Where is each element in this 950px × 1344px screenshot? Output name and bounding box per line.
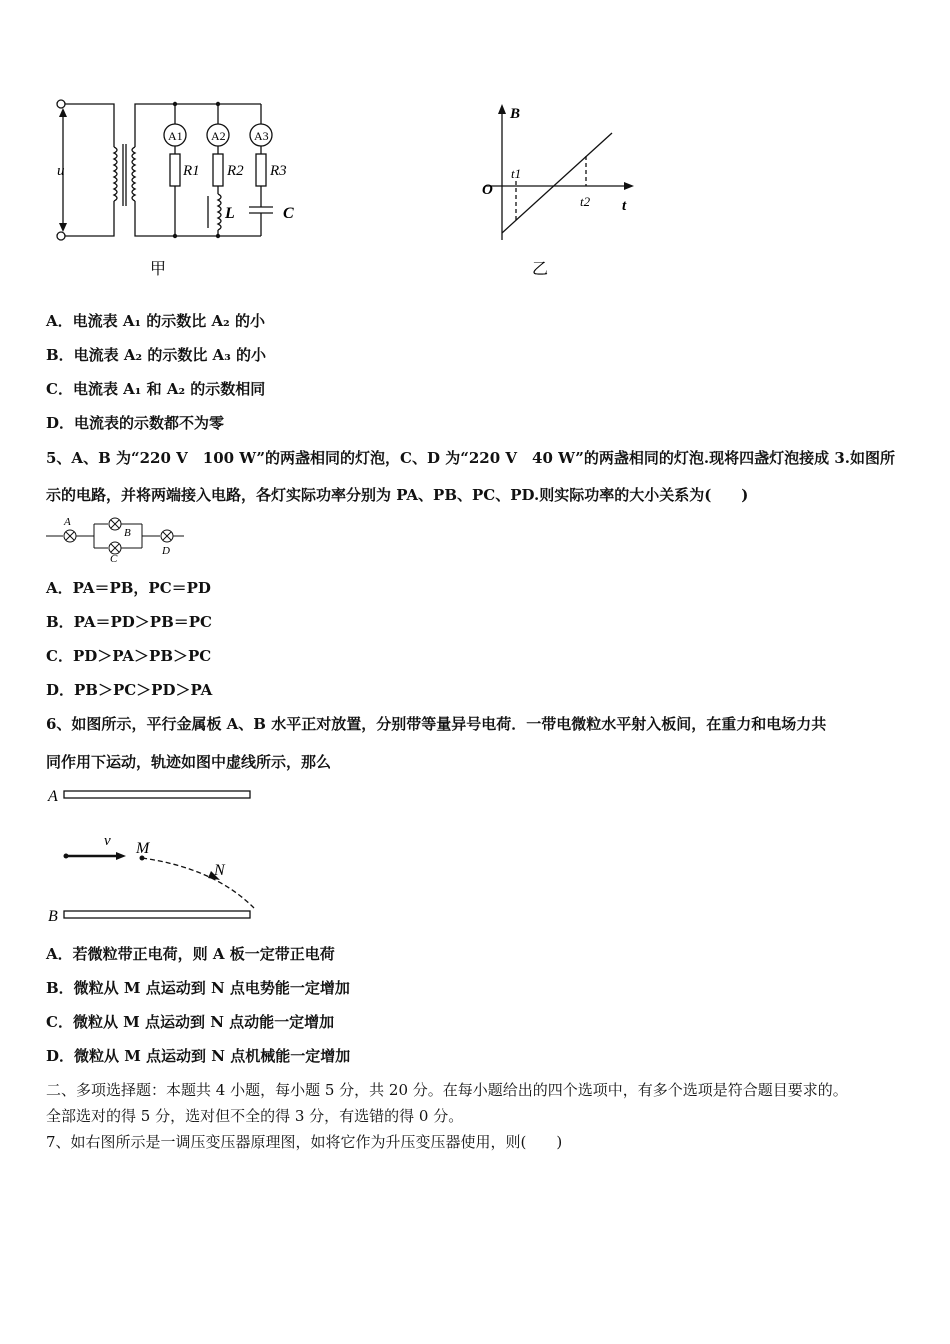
lamp-b-label: B [124, 527, 131, 539]
q5-option-b: B．PA＝PD＞PB＝PC [46, 613, 212, 631]
q6-option-d: D．微粒从 M 点运动到 N 点机械能一定增加 [46, 1047, 351, 1065]
q5-option-d: D．PB＞PC＞PD＞PA [46, 681, 213, 699]
q5-option-c: C．PD＞PA＞PB＞PC [46, 647, 212, 665]
bt-graph-figure [476, 100, 646, 282]
q4-option-c: C．电流表 A₁ 和 A₂ 的示数相同 [46, 380, 266, 398]
y-axis-label: B [510, 106, 521, 122]
q4-option-d: D．电流表的示数都不为零 [46, 414, 225, 432]
lamp-d-label: D [162, 545, 170, 557]
capacitor-label: C [283, 205, 294, 222]
ammeter-a1-label: A1 [168, 129, 183, 143]
q6-option-a: A．若微粒带正电荷，则 A 板一定带正电荷 [46, 945, 335, 963]
resistor-r2-label: R2 [227, 163, 244, 179]
q5-stem-line1: 5、A、B 为“220 V 100 W”的两盏相同的灯泡，C、D 为“220 V 40 W”的两盏相同的灯泡.现将四盏灯泡接成 3.如图所 [46, 449, 895, 467]
ammeter-a3-label: A3 [254, 129, 269, 143]
u-label: u [57, 163, 65, 179]
q7-stem: 7、如右图所示是一调压变压器原理图，如将它作为升压变压器使用，则( ) [46, 1133, 563, 1151]
point-m-label: M [136, 840, 150, 857]
inductor-label: L [225, 205, 235, 222]
q5-option-a: A．PA＝PB，PC＝PD [46, 579, 211, 597]
circuit-caption: 甲 [150, 261, 167, 278]
resistor-r1-label: R1 [183, 163, 200, 179]
point-n-label: N [214, 862, 225, 879]
section2-heading-line1: 二、多项选择题：本题共 4 小题，每小题 5 分，共 20 分。在每小题给出的四个选项中，有多个选项是符合题目要求的。 [46, 1081, 848, 1099]
q6-stem-line2: 同作用下运动，轨迹如图中虚线所示，那么 [46, 753, 332, 771]
lamp-circuit-figure [44, 512, 194, 562]
q4-option-a: A．电流表 A₁ 的示数比 A₂ 的小 [46, 312, 265, 330]
q5-stem-line2: 示的电路，并将两端接入电路，各灯实际功率分别为 PA、PB、PC、PD.则实际功率的大小关系为( ) [46, 486, 749, 504]
plate-a-label: A [48, 788, 58, 805]
q6-option-b: B．微粒从 M 点运动到 N 点电势能一定增加 [46, 979, 350, 997]
q6-option-c: C．微粒从 M 点运动到 N 点动能一定增加 [46, 1013, 335, 1031]
q6-stem-line1: 6、如图所示，平行金属板 A、B 水平正对放置，分别带等量异号电荷．一带电微粒水平射入板间，在重力和电场力共 [46, 715, 827, 733]
resistor-r3-label: R3 [270, 163, 287, 179]
t1-label: t1 [511, 166, 522, 181]
plates-figure [44, 783, 269, 928]
x-axis-label: t [622, 198, 627, 214]
ammeter-a2-label: A2 [211, 129, 226, 143]
velocity-label: v [104, 833, 111, 849]
origin-label: O [482, 182, 493, 198]
q4-option-b: B．电流表 A₂ 的示数比 A₃ 的小 [46, 346, 266, 364]
lamp-a-label: A [64, 516, 71, 528]
graph-caption: 乙 [532, 261, 549, 278]
circuit-figure [44, 92, 314, 282]
t2-label: t2 [580, 194, 591, 209]
lamp-c-label: C [110, 553, 118, 562]
plate-b-label: B [48, 908, 58, 925]
section2-heading-line2: 全部选对的得 5 分，选对但不全的得 3 分，有选错的得 0 分。 [46, 1107, 464, 1125]
